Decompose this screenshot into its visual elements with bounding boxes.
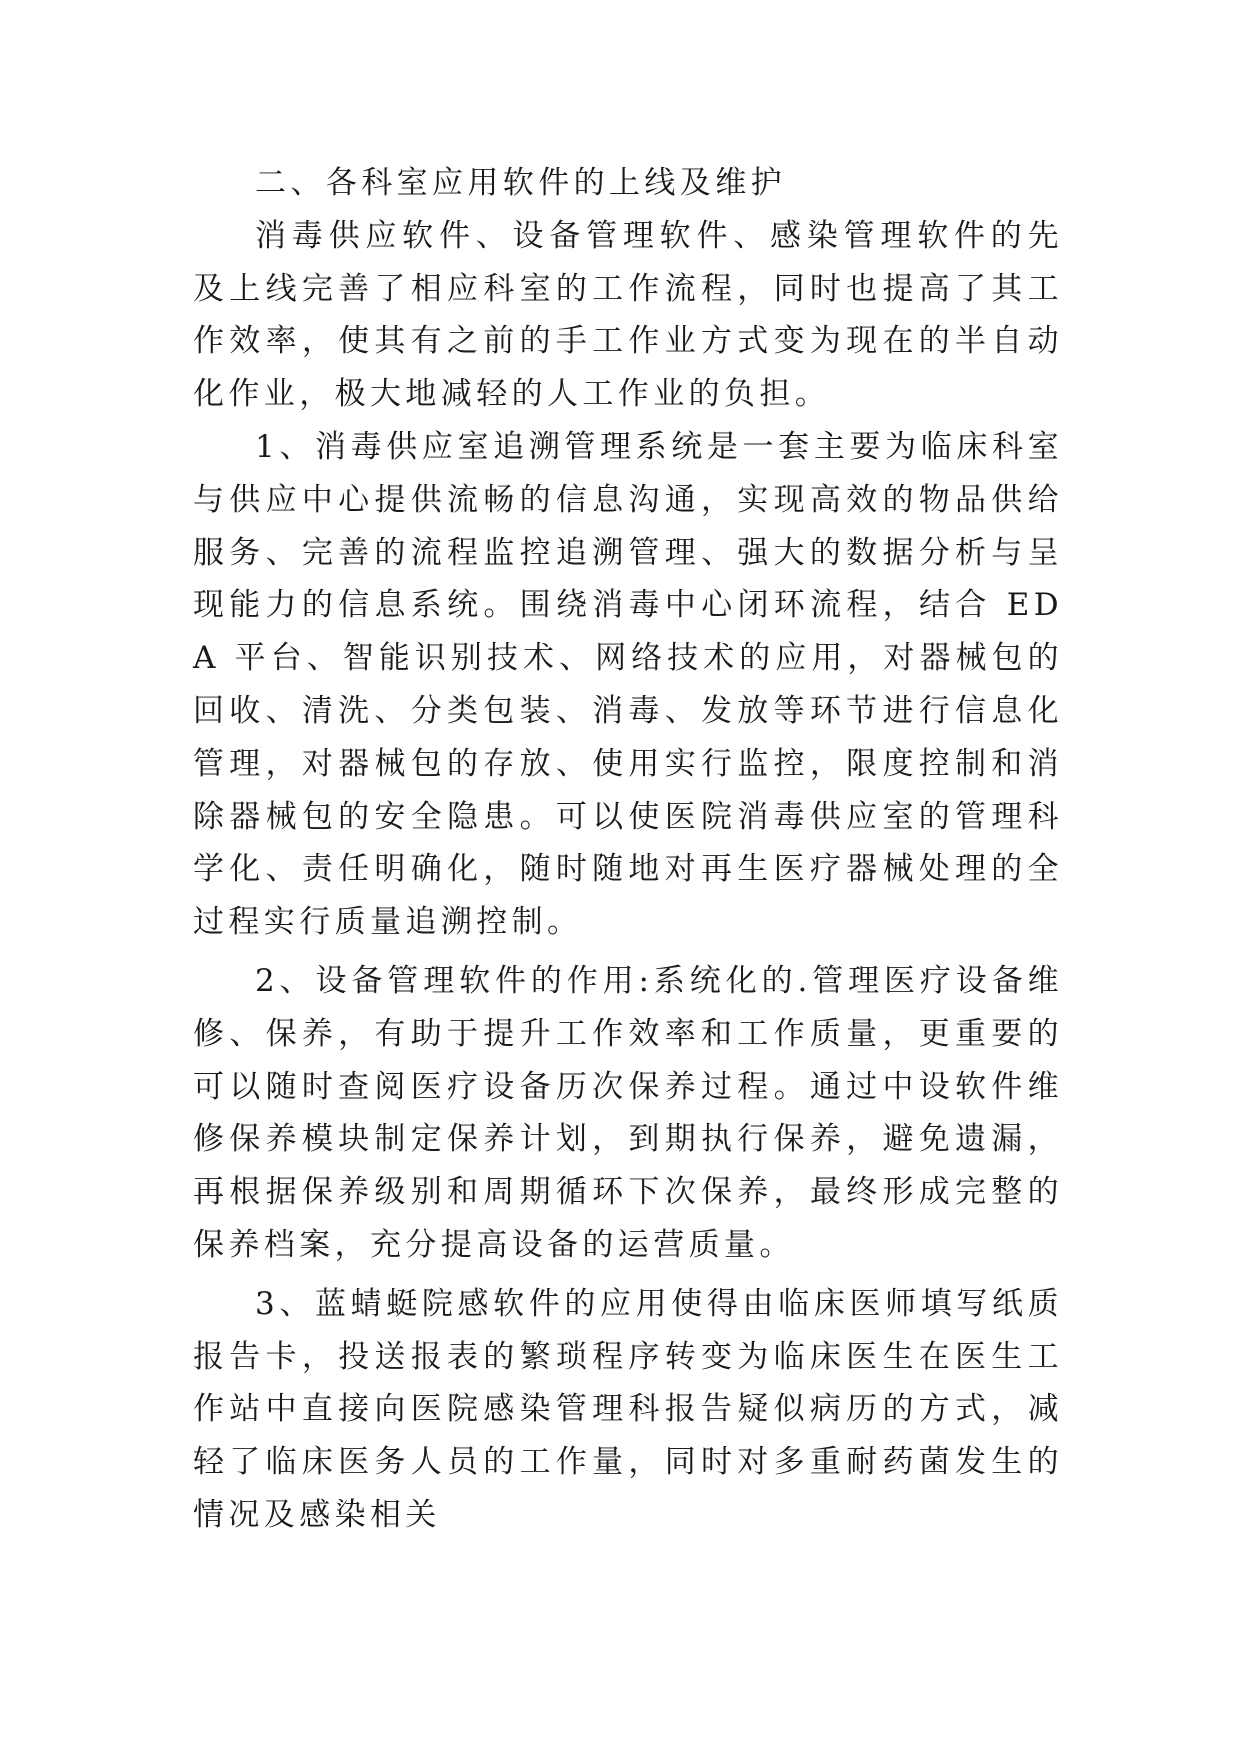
paragraph-item-2: 2、设备管理软件的作用:系统化的.管理医疗设备维修、保养，有助于提升工作效率和工作质量，更重要的可以随时查阅医疗设备历次保养过程。通过中设软件维修保养模块制定保养计划，到期执行保养，避免遗漏，再根据保养级别和周期循环下次保养，最终形成完整的保养档案，充分提高设备的运营质量。 xyxy=(193,962,1063,1263)
document-body xyxy=(193,157,1063,1542)
paragraph-intro: 消毒供应软件、设备管理软件、感染管理软件的先及上线完善了相应科室的工作流程，同时也提高了其工作效率，使其有之前的手工作业方式变为现在的半自动化作业，极大地减轻的人工作业的负担。 xyxy=(193,217,1063,413)
paragraph-item-1: 1、消毒供应室追溯管理系统是一套主要为临床科室与供应中心提供流畅的信息沟通，实现高效的物品供给服务、完善的流程监控追溯管理、强大的数据分析与呈现能力的信息系统。围绕消毒中心闭环流程，结合 EDA 平台、智能识别技术、网络技术的应用，对器械包的回收、清洗、分类包装、消毒、发放等环节进行信息化管理，对器械包的存放、使用实行监控，限度控制和消除器械包的安全隐患。可以使医院消毒供应室的管理科学化、责任明确化，随时随地对再生医疗器械处理的全过程实行质量追溯控制。 xyxy=(193,428,1063,941)
paragraph-item-3: 3、蓝蜻蜓院感软件的应用使得由临床医师填写纸质报告卡，投送报表的繁琐程序转变为临床医生在医生工作站中直接向医院感染管理科报告疑似病历的方式，减轻了临床医务人员的工作量，同时对多重耐药菌发生的情况及感染相关 xyxy=(193,1285,1063,1533)
section-heading: 二、各科室应用软件的上线及维护 xyxy=(255,165,786,201)
